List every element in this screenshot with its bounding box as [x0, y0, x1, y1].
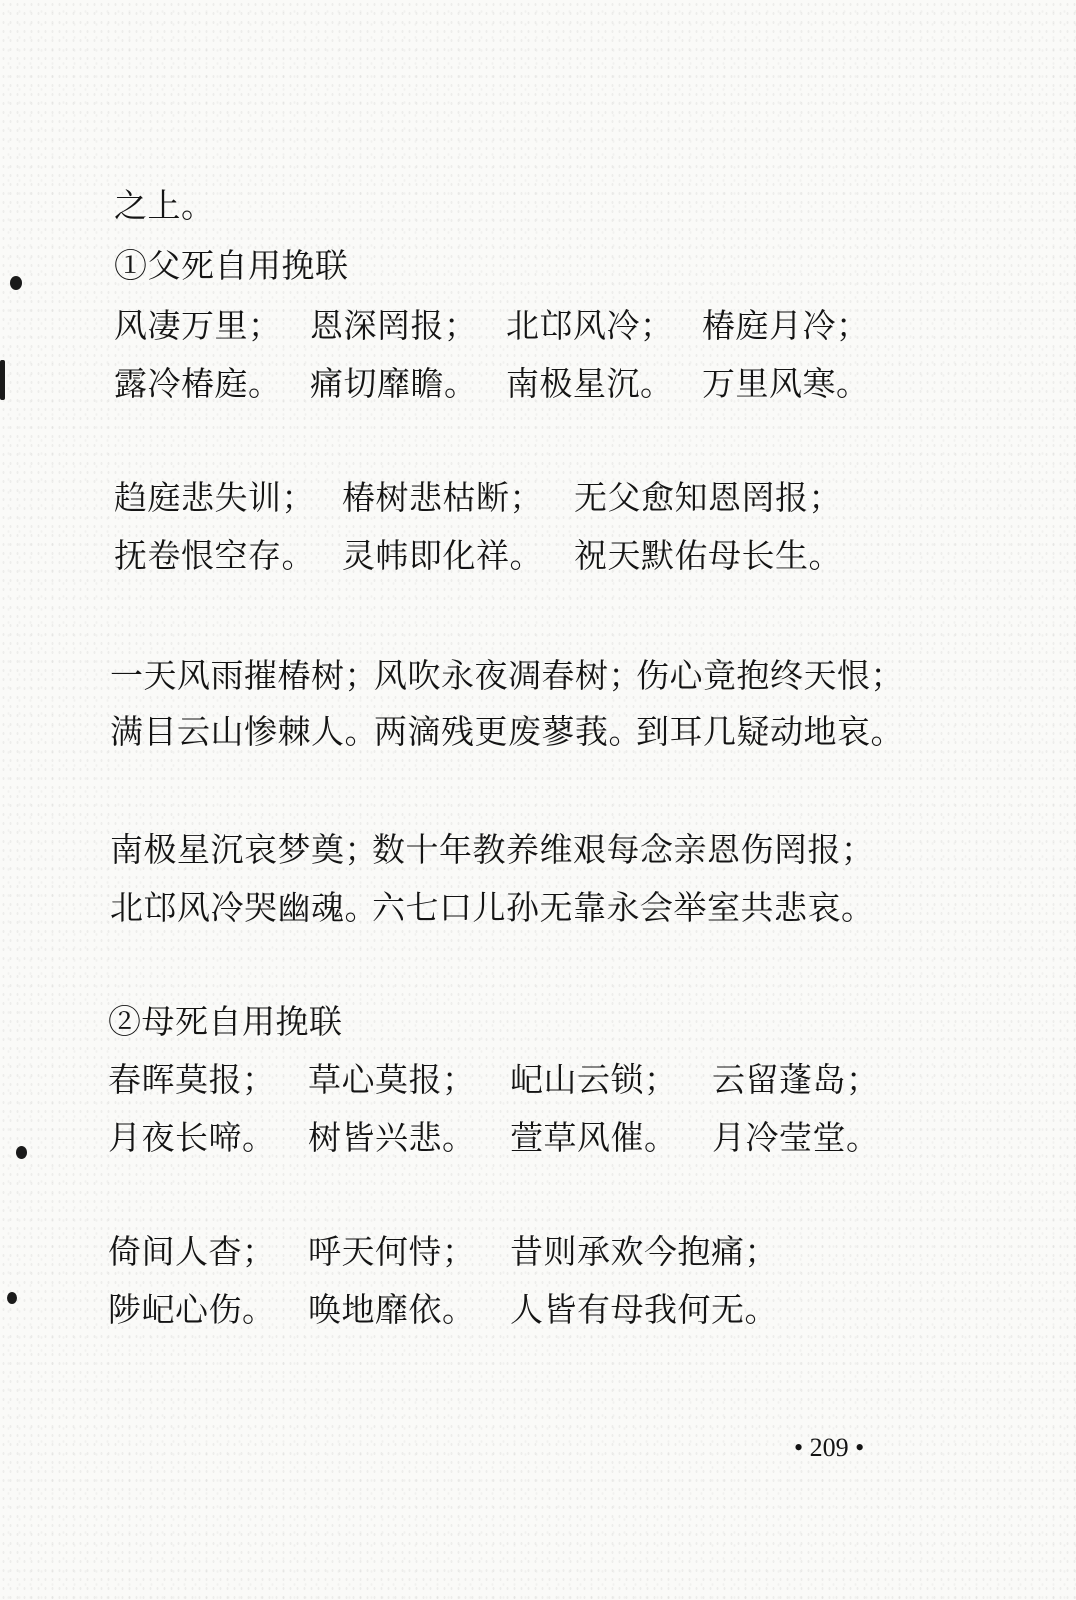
section-heading-mother: ②母死自用挽联 — [108, 1002, 343, 1041]
scan-speck — [16, 1146, 27, 1159]
couplet-phrase: 椿树悲枯断； — [342, 478, 543, 517]
couplet-phrase: 痛切靡瞻。 — [310, 364, 478, 403]
scan-speck — [0, 360, 5, 400]
couplet-phrase: 到耳几疑动地哀。 — [636, 712, 904, 751]
couplet-phrase: 云留蓬岛； — [712, 1060, 880, 1099]
section-heading-father: ①父死自用挽联 — [114, 246, 349, 285]
couplet-phrase: 两滴残更废蓼莪。 — [374, 712, 642, 751]
couplet-phrase: 祝天默佑母长生。 — [574, 536, 842, 575]
intro-line: 之上。 — [114, 186, 215, 225]
couplet-phrase: 一天风雨摧椿树； — [110, 656, 378, 695]
couplet-upper-line — [114, 478, 994, 518]
couplet-phrase: 露冷椿庭。 — [114, 364, 282, 403]
couplet-lower-line — [114, 364, 994, 404]
couplet-phrase: 满目云山惨棘人。 — [110, 712, 378, 751]
couplet-upper-line — [110, 830, 990, 870]
couplet-phrase: 春晖莫报； — [108, 1060, 276, 1099]
couplet-phrase: 呼天何恃； — [308, 1232, 476, 1271]
couplet-lower-line — [114, 536, 994, 576]
couplet-phrase: 人皆有母我何无。 — [510, 1290, 778, 1329]
couplet-phrase: 陟屺心伤。 — [108, 1290, 276, 1329]
couplet-phrase: 北邙风冷哭幽魂。 — [110, 888, 378, 927]
couplet-phrase: 南极星沉哀梦奠； — [110, 830, 378, 869]
scan-speck — [7, 1292, 17, 1304]
couplet-phrase: 倚间人杳； — [108, 1232, 276, 1271]
couplet-upper-line — [114, 306, 994, 346]
couplet-phrase: 南极星沉。 — [506, 364, 674, 403]
couplet-lower-line — [110, 888, 990, 928]
scan-speck — [10, 276, 22, 290]
couplet-phrase: 风吹永夜凋春树； — [374, 656, 642, 695]
couplet-phrase: 灵帏即化祥。 — [342, 536, 543, 575]
couplet-phrase: 屺山云锁； — [510, 1060, 678, 1099]
couplet-phrase: 风凄万里； — [114, 306, 282, 345]
couplet-phrase: 数十年教养维艰每念亲恩伤罔报； — [372, 830, 875, 869]
couplet-phrase: 六七口儿孙无靠永会举室共悲哀。 — [372, 888, 875, 927]
couplet-upper-line — [108, 1232, 988, 1272]
couplet-lower-line — [108, 1290, 988, 1330]
couplet-phrase: 萱草风催。 — [510, 1118, 678, 1157]
couplet-phrase: 万里风寒。 — [702, 364, 870, 403]
couplet-phrase: 恩深罔报； — [310, 306, 478, 345]
couplet-phrase: 趋庭悲失训； — [114, 478, 315, 517]
couplet-phrase: 椿庭月冷； — [702, 306, 870, 345]
couplet-phrase: 昔则承欢今抱痛； — [510, 1232, 778, 1271]
couplet-phrase: 树皆兴悲。 — [308, 1118, 476, 1157]
couplet-phrase: 唤地靡依。 — [308, 1290, 476, 1329]
couplet-lower-line — [108, 1118, 988, 1158]
couplet-phrase: 北邙风冷； — [506, 306, 674, 345]
couplet-phrase: 无父愈知恩罔报； — [574, 478, 842, 517]
couplet-phrase: 伤心竟抱终天恨； — [636, 656, 904, 695]
couplet-phrase: 抚卷恨空存。 — [114, 536, 315, 575]
couplet-phrase: 草心莫报； — [308, 1060, 476, 1099]
couplet-phrase: 月夜长啼。 — [108, 1118, 276, 1157]
page-number: • 209 • — [794, 1433, 865, 1462]
couplet-upper-line — [110, 656, 990, 696]
couplet-lower-line — [110, 712, 990, 752]
couplet-upper-line — [108, 1060, 988, 1100]
couplet-phrase: 月冷莹堂。 — [712, 1118, 880, 1157]
